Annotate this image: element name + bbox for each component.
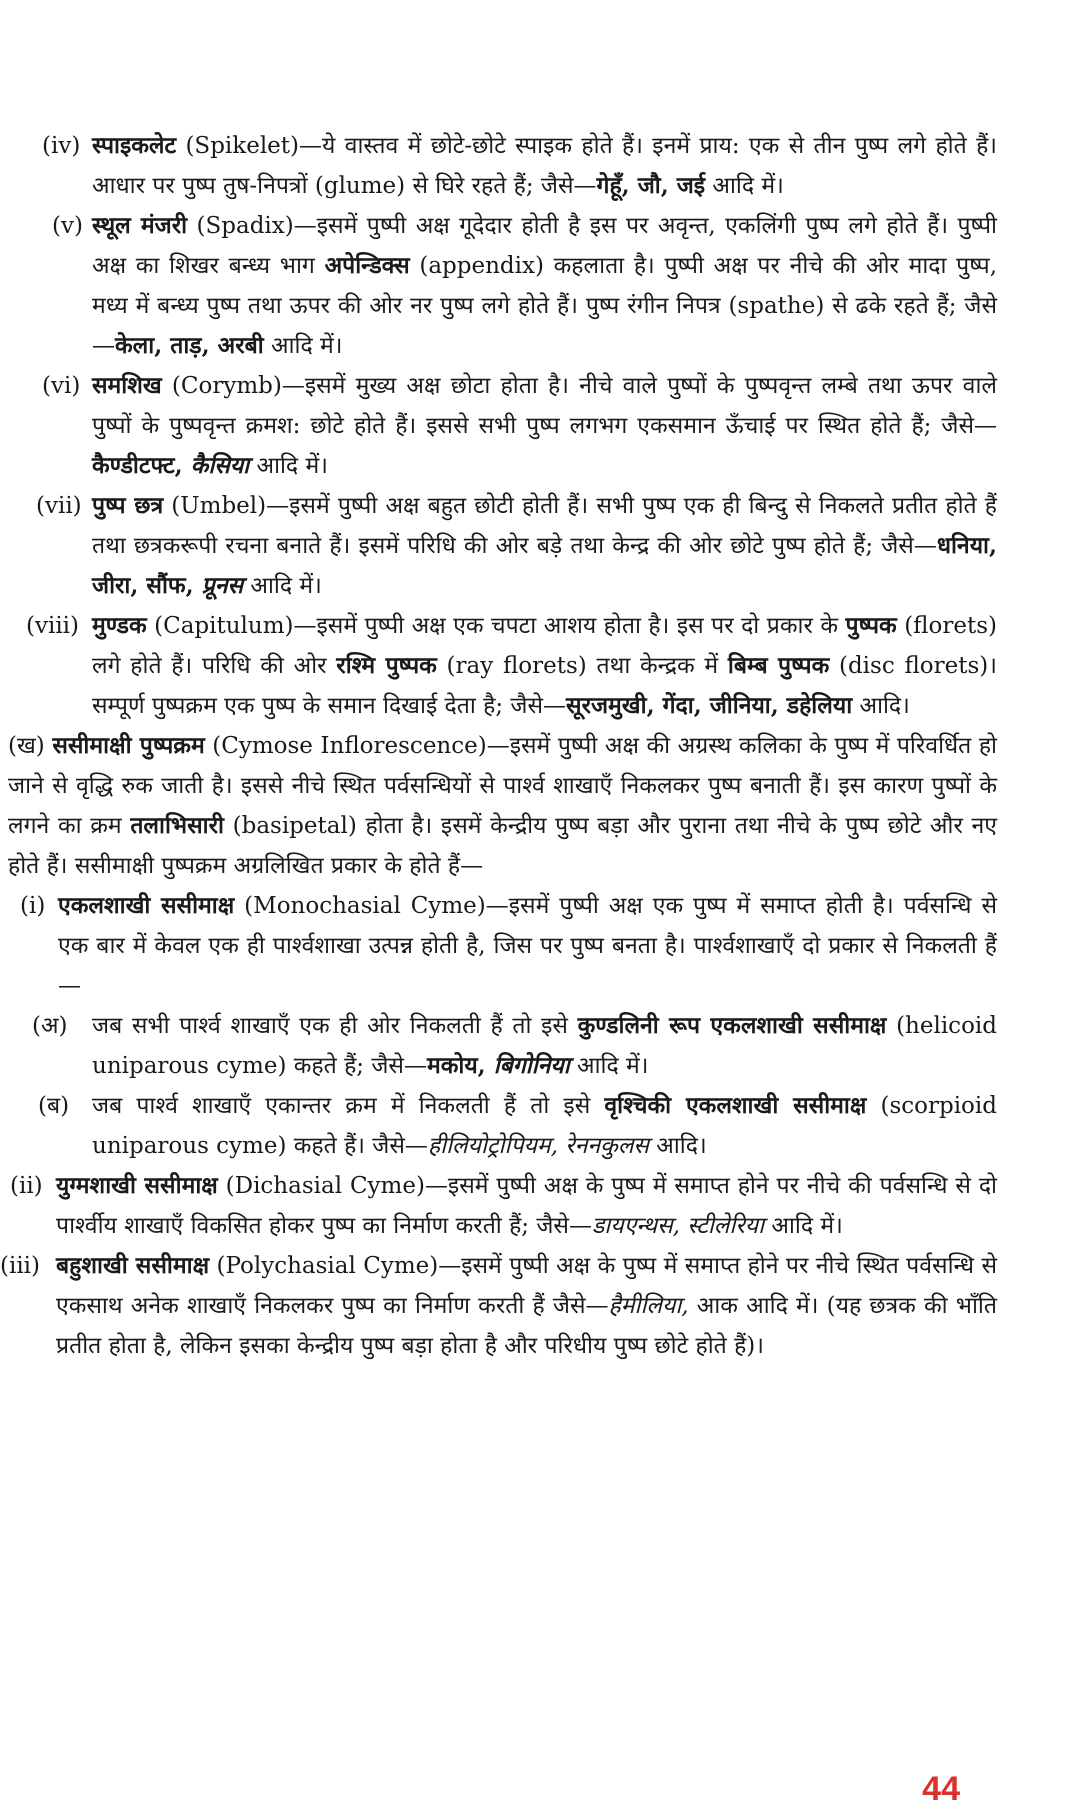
tail-text: आदि में।: [243, 573, 322, 599]
item-label: (viii): [26, 613, 80, 639]
item-monochasial: [0, 886, 997, 1006]
item-label: (vii): [36, 493, 82, 519]
examples-italic: डायएन्थस, स्टीलेरिया: [591, 1213, 765, 1239]
body-text: (Spikelet)—ये वास्तव में छोटे-छोटे स्पाइक होते हैं। इनमें प्राय: एक से तीन पुष्प लगे होते हैं। आधार पर पुष्प तुष-निपत्रों (glume) से घिरे रहते हैं; जैसे—: [92, 133, 997, 199]
examples-italic: प्रूनस: [193, 572, 244, 599]
body-text: (Cymose Inflorescence)—इसमें पुष्पी अक्ष की अग्रस्थ कलिका के पुष्प में परिवर्धित हो जाने से वृद्धि रुक जाती है। इससे नीचे स्थित पर्वसन्धियों से पार्श्व शाखाएँ निकलकर पुष्प बनाती हैं। इस कारण पुष्पों के लगने का क्रम: [8, 733, 997, 839]
tail-text: आदि में।: [705, 173, 784, 199]
page-number: 44: [922, 1770, 960, 1808]
term: मुण्डक: [92, 612, 147, 639]
body-text: (Spadix)—इसमें पुष्पी अक्ष गूदेदार होती है इस पर अवृन्त, एकलिंगी पुष्प लगे होते हैं। पुष्पी अक्ष का शिखर बन्ध्य भाग: [92, 213, 997, 279]
term: पुष्प छत्र: [92, 492, 164, 519]
tail-text: आदि।: [852, 693, 910, 719]
examples: केला, ताड़, अरबी: [115, 332, 264, 359]
examples: गेहूँ, जौ, जई: [596, 172, 706, 199]
term: युग्मशाखी ससीमाक्ष: [56, 1172, 218, 1199]
item-polychasial: [0, 1246, 997, 1366]
term: स्पाइकलेट: [92, 132, 177, 159]
examples: सूरजमुखी, गेंदा, जीनिया, डहेलिया: [566, 692, 853, 719]
item-capitulum: [0, 606, 997, 726]
item-label: (ब): [38, 1093, 70, 1119]
body-text: जब सभी पार्श्व शाखाएँ एक ही ओर निकलती हैं तो इसे: [92, 1013, 578, 1039]
tail-text: आदि।: [648, 1133, 707, 1159]
body-text: (helicoid uniparous cyme) कहते हैं; जैसे—: [92, 1013, 997, 1079]
item-label: (ii): [10, 1173, 43, 1199]
tail-text: आदि में।: [764, 1213, 843, 1239]
examples-italic: हीलियोट्रोपियम, रेननकुलस: [427, 1133, 649, 1159]
tail-text: आक आदि में। (यह छत्रक की भाँति प्रतीत होता है, लेकिन इसका केन्द्रीय पुष्प बड़ा होता है और परिधीय पुष्प छोटे होते हैं)।: [56, 1293, 997, 1359]
item-label: (i): [20, 893, 46, 919]
body-text: (scorpioid uniparous cyme) कहते हैं। जैसे—: [92, 1093, 997, 1159]
term: पुष्पक: [845, 612, 897, 639]
item-umbel: [0, 486, 997, 606]
body-text: (appendix) कहलाता है। पुष्पी अक्ष पर नीचे की ओर मादा पुष्प, मध्य में बन्ध्य पुष्प तथा ऊपर की ओर नर पुष्प लगे होते हैं। पुष्प रंगीन निपत्र (spathe) से ढके रहते हैं; जैसे—: [92, 253, 998, 359]
tail-text: (basipetal) होता है। इसमें केन्द्रीय पुष्प बड़ा और पुराना तथा नीचे के पुष्प छोटे और नए होते हैं। ससीमाक्षी पुष्पक्रम अग्रलिखित प्रकार के होते हैं—: [8, 813, 998, 879]
term: अपेन्डिक्स: [324, 252, 410, 279]
term: समशिख: [92, 372, 162, 399]
body-text: (disc florets)। सम्पूर्ण पुष्पक्रम एक पुष्प के समान दिखाई देता है; जैसे—: [92, 653, 997, 719]
item-label: (vi): [42, 373, 81, 399]
section-label: (ख): [8, 733, 45, 759]
term: एकलशाखी ससीमाक्ष: [58, 892, 235, 919]
item-label: (v): [52, 213, 83, 239]
item-corymb: [0, 366, 997, 486]
body-text: (florets) लगे होते हैं। परिधि की ओर: [92, 613, 997, 679]
examples: मकोय,: [426, 1052, 486, 1079]
examples-italic: कैसिया: [182, 452, 250, 479]
examples-italic: हैमीलिया,: [608, 1293, 689, 1319]
item-spadix: [0, 206, 997, 366]
body-text: जब पार्श्व शाखाएँ एकान्तर क्रम में निकलती हैं तो इसे: [92, 1093, 605, 1119]
body-text: (Capitulum)—इसमें पुष्पी अक्ष एक चपटा आशय होता है। इस पर दो प्रकार के: [146, 613, 846, 639]
tail-text: आदि में।: [249, 453, 328, 479]
term: कुण्डलिनी रूप एकलशाखी ससीमाक्ष: [577, 1012, 887, 1039]
item-label: (iii): [0, 1253, 41, 1279]
item-label: (iv): [42, 133, 81, 159]
term: वृश्चिकी एकलशाखी ससीमाक्ष: [604, 1092, 867, 1119]
body-text: (Dichasial Cyme)—इसमें पुष्पी अक्ष के पुष्प में समाप्त होने पर नीचे की पर्वसन्धि से दो पार्श्वीय शाखाएँ विकसित होकर पुष्प का निर्माण करती हैं; जैसे—: [56, 1173, 997, 1239]
tail-text: आदि में।: [569, 1053, 649, 1079]
term: स्थूल मंजरी: [92, 212, 188, 239]
tail-text: आदि में।: [263, 333, 343, 359]
examples: कैण्डीटफ्ट,: [92, 452, 183, 479]
examples: धनिया, जीरा, सौंफ,: [92, 532, 997, 599]
body-text: (Umbel)—इसमें पुष्पी अक्ष बहुत छोटी होती हैं। सभी पुष्प एक ही बिन्दु से निकलते प्रतीत होते हैं तथा छत्रकरूपी रचना बनाते हैं। इसमें परिधि की ओर बड़े तथा केन्द्र की ओर छोटे पुष्प होते हैं; जैसे—: [92, 493, 997, 559]
body-text: (ray florets) तथा केन्द्रक में: [436, 653, 728, 679]
item-label: (अ): [32, 1013, 68, 1039]
section-term: ससीमाक्षी पुष्पक्रम: [52, 732, 205, 759]
body-text: (Polychasial Cyme)—इसमें पुष्पी अक्ष के पुष्प में समाप्त होने पर नीचे स्थित पर्वसन्धि से एकसाथ अनेक शाखाएँ निकलकर पुष्प का निर्माण करती हैं जैसे—: [56, 1253, 997, 1319]
item-spikelet: [0, 126, 997, 206]
item-helicoid: [0, 1006, 997, 1086]
term: बहुशाखी ससीमाक्ष: [56, 1252, 210, 1279]
term: तलाभिसारी: [130, 812, 224, 839]
examples-italic: बिगोनिया: [485, 1052, 570, 1079]
section-cymose: [0, 726, 997, 886]
body-text: (Corymb)—इसमें मुख्य अक्ष छोटा होता है। नीचे वाले पुष्पों के पुष्पवृन्त लम्बे तथा ऊपर वाले पुष्पों के पुष्पवृन्त क्रमश: छोटे होते हैं। इससे सभी पुष्प लगभग एकसमान ऊँचाई पर स्थित होते हैं; जैसे—: [92, 373, 997, 439]
body-text: (Monochasial Cyme)—इसमें पुष्पी अक्ष एक पुष्प में समाप्त होती है। पर्वसन्धि से एक बार में केवल एक ही पार्श्वशाखा उत्पन्न होती है, जिस पर पुष्प बनता है। पार्श्वशाखाएँ दो प्रकार से निकलती हैं—: [58, 893, 997, 999]
term: बिम्ब पुष्पक: [727, 652, 830, 679]
term: रश्मि पुष्पक: [336, 652, 437, 679]
item-dichasial: [0, 1166, 997, 1246]
item-scorpioid: [0, 1086, 997, 1166]
